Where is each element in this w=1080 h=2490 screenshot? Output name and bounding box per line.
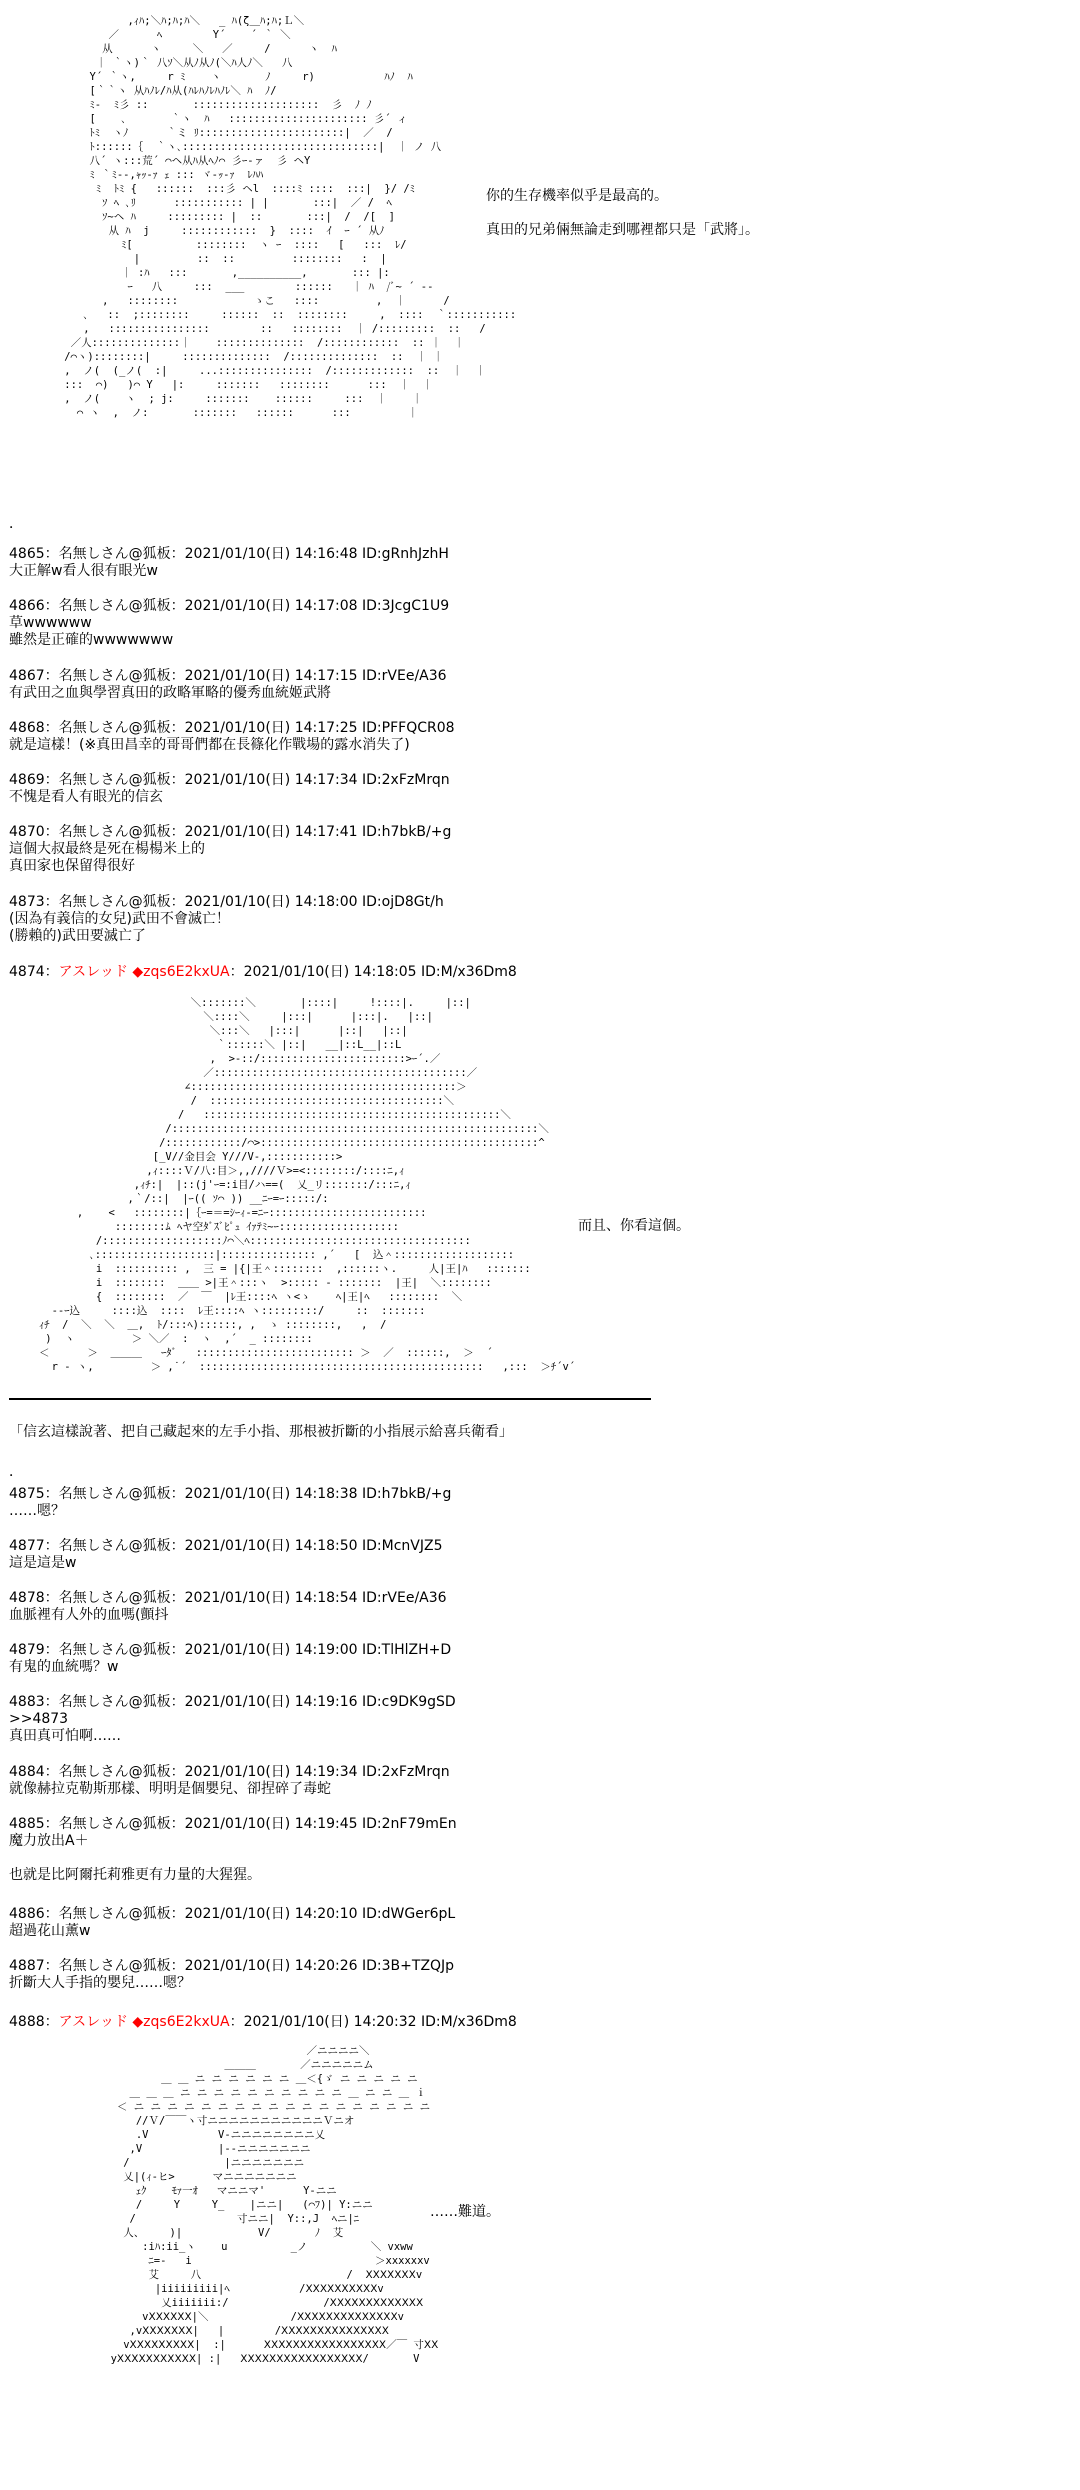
post-header xyxy=(9,2014,1009,2031)
post-4885 xyxy=(9,1816,1009,1884)
post-header: 4869：名無しさん@狐板：2021/01/10(日) 14:17:34 ID:2xFzMrqn xyxy=(9,772,450,788)
aa1-caption-2: 真田的兄弟倆無論走到哪裡都只是「武將」。 xyxy=(486,222,759,238)
post-body: 不愧是看人有眼光的信玄 xyxy=(9,789,163,805)
post-body: 血脈裡有人外的血嗎(顫抖 xyxy=(9,1607,169,1623)
post-meta: ：2021/01/10(日) 14:18:05 ID:M/x36Dm8 xyxy=(229,964,517,980)
post-header: 4877：名無しさん@狐板：2021/01/10(日) 14:18:50 ID:McnVJZ5 xyxy=(9,1538,443,1554)
author-name[interactable]: アスレッド xyxy=(58,964,128,980)
post-body: 這是這是w xyxy=(9,1555,77,1571)
post-header: 4865：名無しさん@狐板：2021/01/10(日) 14:16:48 ID:gRnhJzhH xyxy=(9,546,449,562)
post-body: 這個大叔最終是死在楊楊米上的 真田家也保留得很好 xyxy=(9,841,205,874)
post-header xyxy=(9,964,1009,981)
post-body: 折斷大人手指的嬰兒……嗯？ xyxy=(9,1975,191,1991)
post-4868 xyxy=(9,720,1009,754)
ascii-art-masayuki: ／ニニニニ＼ ＿＿＿ ／ニニニニニム ＿ ＿ ニ ニ ニ ニ ニ ニ ＿＜{ゞ ニ ニ ニ ニ ニ ＿ ＿ ＿ ニ ニ ニ ニ ニ ニ ニ ニ ニ ニ ＿ ニ ニ ＿ ｉ ＜ ニ ニ ニ ニ ニ ニ ニ ニ ニ ニ ニ ニ ニ ニ ニ ニ ニ ニ //Ｖ/￣￣ヽ寸ニニニニニニニニニニニＶニオ .V V‐ニニニニニニニニ乂 ,V |‐‐ニニニニニニニ / |ニニニニニニニ 乂|(ｨ‐ヒ> マニニニニニニニ ｪｸ ﾓｧ一ｵ マニニマ' Y‐ニニ / Y Y_ |ニニ| (⌒ﾌ)| Y:ニニ / 寸ニニ| Y::,J ﾍニ|ﾆ 人、 )| V/ ﾉ 艾 :iﾊ:ii_ヽ u _ノ ＼ vxww ﾆ=- i ＞xxxxxxv 艾 八 / ⅩⅩⅩⅩⅩⅩⅩv |iiiiiiiii|ﾍ /ⅩⅩⅩⅩⅩⅩⅩⅩⅩⅩv 乂iiiiiii:/ /ⅩⅩⅩⅩⅩⅩⅩⅩⅩⅩⅩⅩⅩ vⅩⅩⅩⅩⅩⅩ|＼ /ⅩⅩⅩⅩⅩⅩⅩⅩⅩⅩⅩⅩⅩⅩv ,vⅩⅩⅩⅩⅩⅩⅩ| | /ⅩⅩⅩⅩⅩⅩⅩⅩⅩⅩⅩⅩⅩⅩⅩ vⅩⅩⅩⅩⅩⅩⅩⅩⅩ| :| ⅩⅩⅩⅩⅩⅩⅩⅩⅩⅩⅩⅩⅩⅩⅩⅩⅩ／￣ 寸ⅩⅩ yⅩⅩⅩⅩⅩⅩⅩⅩⅩⅩⅩ| :| ⅩⅩⅩⅩⅩⅩⅩⅩⅩⅩⅩⅩⅩⅩⅩⅩⅩ/ V xyxy=(110,2045,439,2365)
post-4877 xyxy=(9,1538,1009,1572)
post-4886 xyxy=(9,1906,1009,1940)
ascii-art-shingen: ,ｨﾊ;＼ﾊ;ﾊ;ﾊ＼ _ ﾊ(ζ＿ﾊ;ﾊ;Ｌ＼ ／ ﾍ Y´ ´ ｀ ＼ 从 ヽ ＼ ／ / ヽ ﾊ ｜ ｀ヽ)｀ 八ｿ＼从ﾉ从ﾉ(＼ﾊ人ﾉ＼ 八 Y´ ｀ヽ, r ﾐ ヽ ﾉ r) ﾊﾉ ﾊ [｀｀ヽ 从ﾊﾉﾚ/ﾊ从(ﾊﾚﾊﾉﾚﾊﾉﾚ＼ ﾊ ﾉ/ ﾐ- ﾐ彡 :: :::::::::::::::::::: 彡 ﾉ ﾉ [ ､ ｀ヽ ﾊ :::::::::::::::::::::: 彡´ ィ ﾄﾐ ヽﾉ ｀ミ ﾘ:::::::::::::::::::::::| ／ / ﾄ::::::｛ ｀ヽ､:::::::::::::::::::::::::::::::| ｜ ノ 八 八´ ヽ:::荒´ ⌒ヘ从ﾊ从ﾍﾉ⌒ 彡ｰ‐ァ 彡 ヘY ﾐ ｀ﾐ--,ｬｯ-ｧ ｪ ::: ヾ-ｯ-ｧ ﾚﾊﾊ ﾐ ﾄﾐ { :::::: :::彡 ヘl ::::ﾐ :::: :::| }/ /ﾐ ｿ ﾍ ､ﾘ ::::::::::: | | :::| ／ / ﾍ ｿ~ヘ ﾊ ::::::::: | :: :::| / /[ ] 从 ﾊ j :::::::::::: } :::: ｲ ｰ ´ 从ﾉ ﾐ[ :::::::: ヽ ｰ :::: [ ::: ﾚ/ | :: :: :::::::: : | ｜ :ﾊ ::: ,__________, ::: |: ｰ 八 ::: ___ :::::: ｜ ﾊ /ﾞ~ ´ ‐‐ , :::::::: ゝこ :::: , ｜ / ､ :: ;:::::::: :::::: :: :::::::: , :::: ｀::::::::::: , :::::::::::::::: :: :::::::: ｜ /::::::::: :: / ／人::::::::::::::｜ :::::::::::::: /:::::::::::: :: ｜ ｜ /⌒ヽ)::::::::| :::::::::::::: /:::::::::::::: :: ｜ ｜ , ノ( (_ノ( :| ...::::::::::::::: /::::::::::::: :: ｜ ｜ ::: ⌒) )⌒ Y |: ::::::: :::::::: ::: ｜ ｜ , ノ( ヽ ; j: ::::::: :::::: ::: ｜ ｜ ⌒ ヽ , ノ: ::::::: :::::: ::: ｜ xyxy=(64,15,517,419)
post-header: 4868：名無しさん@狐板：2021/01/10(日) 14:17:25 ID:PFFQCR08 xyxy=(9,720,455,736)
post-4887 xyxy=(9,1958,1009,1992)
post-header: 4873：名無しさん@狐板：2021/01/10(日) 14:18:00 ID:ojD8Gt/h xyxy=(9,894,444,910)
post-header: 4879：名無しさん@狐板：2021/01/10(日) 14:19:00 ID:TlHlZH+D xyxy=(9,1642,452,1658)
post-4874 xyxy=(9,964,1009,981)
post-body: 超過花山薰w xyxy=(9,1923,91,1939)
post-4865 xyxy=(9,546,1009,580)
post-4870 xyxy=(9,824,1009,875)
post-header: 4870：名無しさん@狐板：2021/01/10(日) 14:17:41 ID:h7bkB/+g xyxy=(9,824,452,840)
post-4875 xyxy=(9,1486,1009,1520)
post-body: 草wwwwww 雖然是正確的wwwwwww xyxy=(9,615,174,648)
post-number: 4874： xyxy=(9,964,59,980)
post-body: ……嗯？ xyxy=(9,1503,65,1519)
post-body: 有武田之血與學習真田的政略軍略的優秀血統姬武將 xyxy=(9,685,331,701)
post-body: 就像赫拉克勒斯那樣、明明是個嬰兒、卻捏碎了毒蛇 xyxy=(9,1781,331,1797)
post-body: >>4873 真田真可怕啊…… xyxy=(9,1711,121,1744)
separator-dot: ． xyxy=(9,516,23,532)
post-header: 4878：名無しさん@狐板：2021/01/10(日) 14:18:54 ID:rVEe/A36 xyxy=(9,1590,447,1606)
post-header: 4867：名無しさん@狐板：2021/01/10(日) 14:17:15 ID:rVEe/A36 xyxy=(9,668,447,684)
post-header: 4883：名無しさん@狐板：2021/01/10(日) 14:19:16 ID:c9DK9gSD xyxy=(9,1694,456,1710)
author-trip: ◆zqs6E2kxUA xyxy=(132,2014,230,2030)
post-header: 4887：名無しさん@狐板：2021/01/10(日) 14:20:26 ID:3B+TZQJp xyxy=(9,1958,455,1974)
aa1-caption-1: 你的生存機率似乎是最高的。 xyxy=(486,188,668,204)
post-header: 4866：名無しさん@狐板：2021/01/10(日) 14:17:08 ID:3JcgC1U9 xyxy=(9,598,450,614)
separator-dot-2: ． xyxy=(9,1464,23,1480)
post-4869 xyxy=(9,772,1009,806)
post-4878 xyxy=(9,1590,1009,1624)
post-body: 大正解w看人很有眼光w xyxy=(9,563,158,579)
post-4867 xyxy=(9,668,1009,702)
post-body: 魔力放出A＋ 也就是比阿爾托莉雅更有力量的大猩猩。 xyxy=(9,1833,261,1883)
author-name[interactable]: アスレッド xyxy=(58,2014,128,2030)
post-4884 xyxy=(9,1764,1009,1798)
post-body: 有鬼的血統嗎？w xyxy=(9,1659,119,1675)
post-header: 4875：名無しさん@狐板：2021/01/10(日) 14:18:38 ID:h7bkB/+g xyxy=(9,1486,452,1502)
post-header: 4886：名無しさん@狐板：2021/01/10(日) 14:20:10 ID:dWGer6pL xyxy=(9,1906,456,1922)
post-4873 xyxy=(9,894,1009,945)
aa3-caption: ……難道。 xyxy=(430,2204,500,2220)
narration: 「信玄這樣說著、把自己藏起來的左手小指、那根被折斷的小指展示給喜兵衛看」 xyxy=(9,1424,513,1440)
post-body: (因為有義信的女兒)武田不會滅亡！ (勝賴的)武田要滅亡了 xyxy=(9,911,230,944)
aa2-caption: 而且、你看這個。 xyxy=(578,1218,690,1234)
post-body: 就是這樣！(※真田昌幸的哥哥們都在長篠化作戰場的露水消失了) xyxy=(9,737,410,753)
post-4888 xyxy=(9,2014,1009,2031)
post-4883 xyxy=(9,1694,1009,1745)
divider-line xyxy=(9,1398,651,1400)
post-header: 4885：名無しさん@狐板：2021/01/10(日) 14:19:45 ID:2nF79mEn xyxy=(9,1816,457,1832)
post-number: 4888： xyxy=(9,2014,59,2030)
post-meta: ：2021/01/10(日) 14:20:32 ID:M/x36Dm8 xyxy=(229,2014,517,2030)
post-header: 4884：名無しさん@狐板：2021/01/10(日) 14:19:34 ID:2xFzMrqn xyxy=(9,1764,450,1780)
author-trip: ◆zqs6E2kxUA xyxy=(132,964,230,980)
post-4866 xyxy=(9,598,1009,649)
post-4879 xyxy=(9,1642,1009,1676)
ascii-art-shingen-finger: ＼:::::::＼ |::::| !::::|. |::| ＼::::＼ |:::| |:::|. |::| ＼:::＼ |:::| |::| |::| ｀::::::＼ |::| __|::L__|::L , >‐::/:::::::::::::::::::::::>ｰ´.／ ／::::::::::::::::::::::::::::::::::::::::／ ∠::::::::::::::::::::::::::::::::::::::::::＞ / :::::::::::::::::::::::::::::::::::::＼ / :::::::::::::::::::::::::::::::::::::::::::::::＼ /::::::::::::::::::::::::::::::::::::::::::::::::::::::::::＼ /::::::::::::/⌒>::::::::::::::::::::::::::::::::::::::::::::^ [_V//金目会 Y///V‐,:::::::::::> ,ｨ::::Ｖ/八:目＞,,////Ｖ>=<::::::::/::::ﾆ,ｨ ,ｨﾁ:| |::(j'ｰ=:i目/ハ==( 乂_リ:::::::/:::ﾆ,ｨ ,｀/::| |ｰ(( ｿ⌒ )) __ﾆｰ=ｰ:::::/: , < ::::::::|｛ｰ=＝=ｼｰｨ-=ﾆｰ::::::::::::::::::::::::: ::::::::ﾑ ﾍヤ空ﾀﾞｽﾞﾋﾟｭ ｲｧﾃﾐ~ｰ::::::::::::::::::: /:::::::::::::::::::ﾉ⌒＼ﾍ::::::::::::::::::::::::::::::::::: ､:::::::::::::::::::|::::::::::::::: ,´ [ 込＾::::::::::::::::::: i :::::::::: , 三 = |{|王＾:::::::: ,::::::ヽ. 人|王|ﾊ ::::::: i :::::::: ＿＿ >|王＾:::ヽ >::::: ‐ ::::::: |王| ＼:::::::: { :::::::: ／ ￣ |ﾚ王::::ﾍ ヽ<ゝ ﾍ|王|ﾍ :::::::: ＼ -‐ｰ込 ::::込 :::: ﾚ王::::ﾍ ヽ:::::::::/ :: ::::::: ｨﾁ / ＼ ＼ ＿, ﾄ/:::ﾍ)::::::, , ゝ ::::::::, , / ) ヽ ＞ ＼／ : ヽ ,´ _ :::::::: ＜ ＞ ＿＿＿ ｰﾀﾞ ::::::::::::::::::::::::: ＞ ／ ::::::, ＞ ´ r ‐ ヽ, ＞ ,˙´ ::::::::::::::::::::::::::::::::::::::::::::: ,::: ＞ﾁ´v´ xyxy=(38,997,576,1373)
